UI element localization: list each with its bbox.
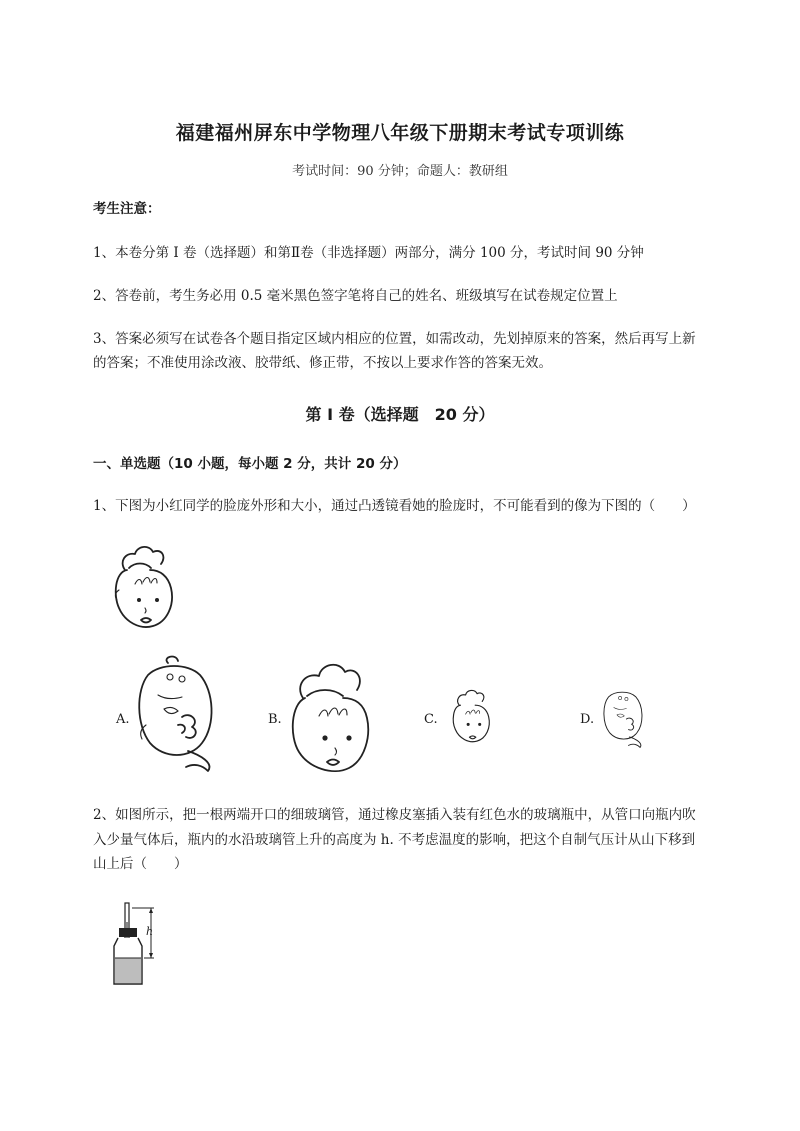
- part-heading: 一、单选题（10 小题，每小题 2 分，共计 20 分）: [93, 456, 407, 472]
- option-c-label: C.: [424, 712, 438, 727]
- barometer-figure: [108, 900, 168, 990]
- question-2-stem-line-1: 2、如图所示，把一根两端开口的细玻璃管，通过橡皮塞插入装有红色水的玻璃瓶中，从管口向瓶内吹: [93, 807, 696, 823]
- notice-item-3-cont: 的答案；不准使用涂改液、胶带纸、修正带，不按以上要求作答的答案无效。: [93, 355, 552, 371]
- option-b-image: [285, 660, 380, 778]
- page-title: 福建福州屏东中学物理八年级下册期末考试专项训练: [175, 122, 625, 144]
- option-d-label: D.: [580, 712, 595, 727]
- question-2-stem-line-2: 入少量气体后，瓶内的水沿玻璃管上升的高度为 h. 不考虑温度的影响，把这个自制气压计从山下移到: [93, 832, 696, 848]
- notice-item-2: 2、答卷前，考生务必用 0.5 毫米黑色签字笔将自己的姓名、班级填写在试卷规定位置上: [93, 288, 618, 304]
- option-b-label: B.: [268, 712, 282, 727]
- option-c-image: [446, 686, 498, 750]
- face-original-image: [105, 540, 185, 640]
- option-a-image: [128, 655, 223, 775]
- option-d-image: [598, 686, 648, 750]
- section-title: 第 I 卷（选择题 20 分）: [305, 405, 495, 424]
- notice-item-3: 3、答案必须写在试卷各个题目指定区域内相应的位置，如需改动，先划掉原来的答案，然后再写上新: [93, 331, 696, 347]
- question-2-stem-line-3: 山上后（ ）: [93, 856, 188, 872]
- notice-heading: 考生注意：: [93, 201, 161, 217]
- question-1-stem: 1、下图为小红同学的脸庞外形和大小，通过凸透镜看她的脸庞时，不可能看到的像为下图的（ ）: [93, 498, 696, 514]
- exam-info: 考试时间：90 分钟；命题人：教研组: [292, 164, 508, 179]
- h-label: h: [146, 925, 154, 938]
- notice-item-1: 1、本卷分第 I 卷（选择题）和第Ⅱ卷（非选择题）两部分，满分 100 分，考试时间 90 分钟: [93, 245, 644, 261]
- option-a-label: A.: [116, 712, 130, 727]
